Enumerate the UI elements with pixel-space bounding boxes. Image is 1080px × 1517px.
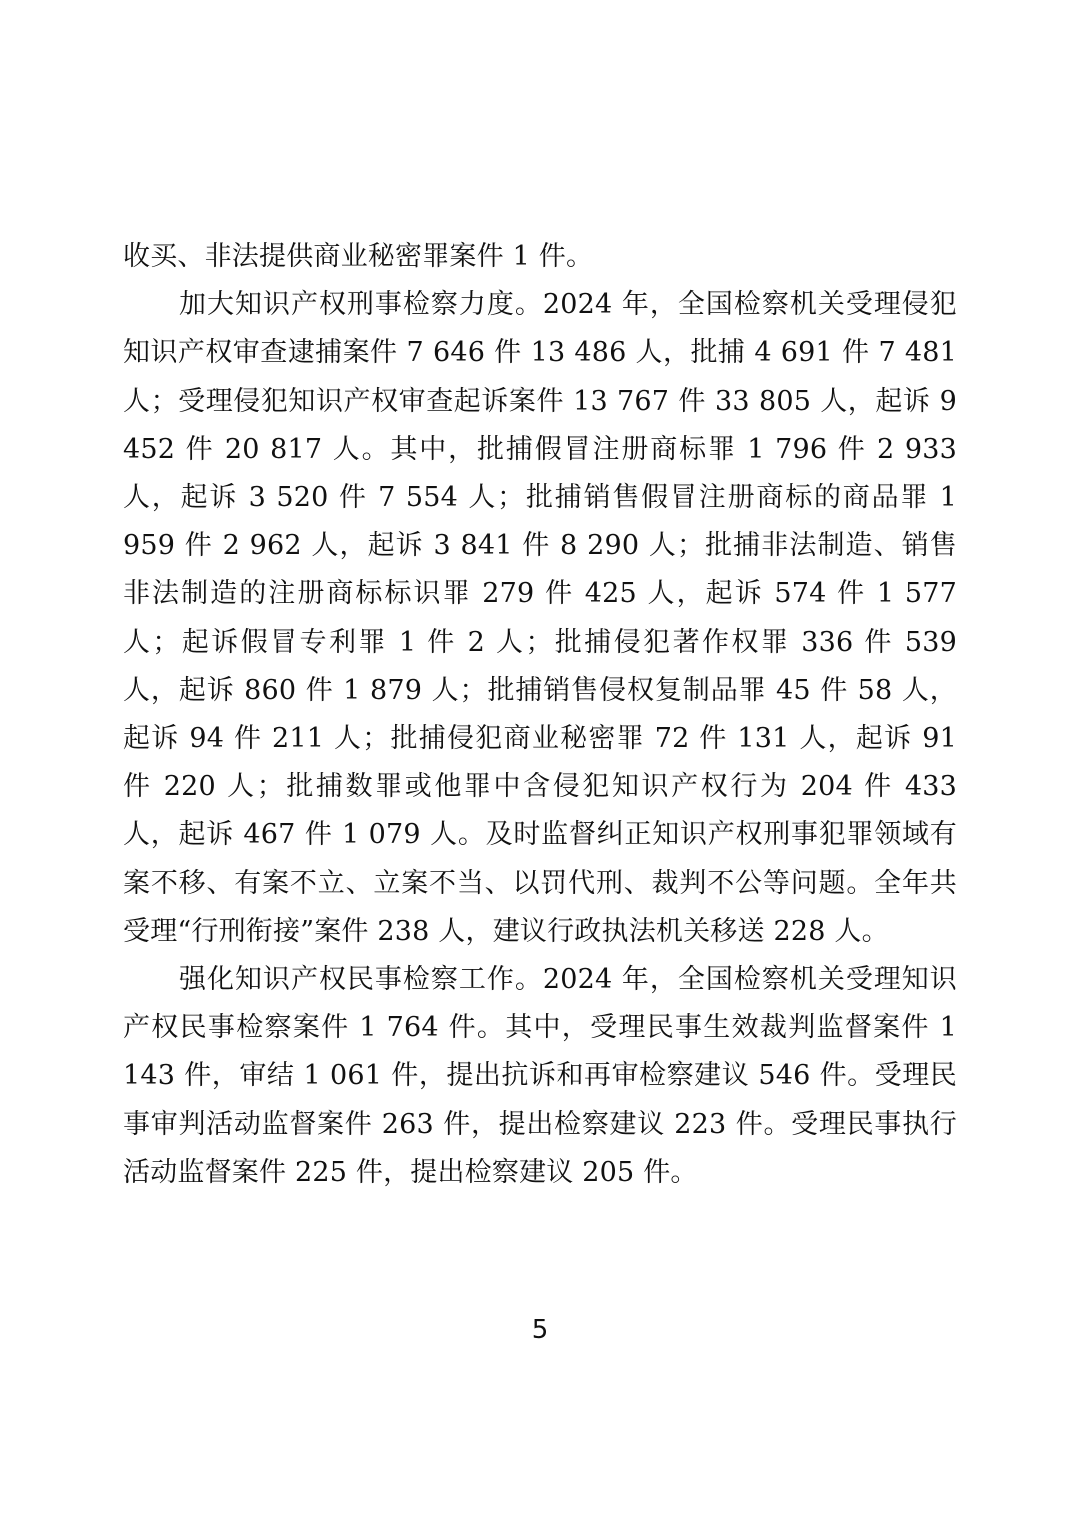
- paragraph-continuation: 收买、非法提供商业秘密罪案件 1 件。: [123, 241, 594, 272]
- page-number: 5: [531, 1315, 549, 1345]
- paragraph-civil-prosecution: 强化知识产权民事检察工作。2024 年，全国检察机关受理知识产权民事检察案件 1 764 件。其中，受理民事生效裁判监督案件 1 143 件，审结 1 061 件，提出抗诉和再审检察建议 546 件。受理民事审判活动监督案件 263 件，提出检察建议 223 件。受理民事执行活动监督案件 225 件，提出检察建议 205 件。: [123, 964, 957, 1188]
- body-text: [123, 233, 957, 1197]
- paragraph-criminal-prosecution: 加大知识产权刑事检察力度。2024 年，全国检察机关受理侵犯知识产权审查逮捕案件 7 646 件 13 486 人，批捕 4 691 件 7 481 人；受理侵犯知识产权审查起诉案件 13 767 件 33 805 人，起诉 9 452 件 20 817 人。其中，批捕假冒注册商标罪 1 796 件 2 933 人，起诉 3 520 件 7 554 人；批捕销售假冒注册商标的商品罪 1 959 件 2 962 人，起诉 3 841 件 8 290 人；批捕非法制造、销售非法制造的注册商标标识罪 279 件 425 人，起诉 574 件 1 577 人；起诉假冒专利罪 1 件 2 人；批捕侵犯著作权罪 336 件 539 人，起诉 860 件 1 879 人；批捕销售侵权复制品罪 45 件 58 人，起诉 94 件 211 人；批捕侵犯商业秘密罪 72 件 131 人，起诉 91 件 220 人；批捕数罪或他罪中含侵犯知识产权行为 204 件 433 人，起诉 467 件 1 079 人。及时监督纠正知识产权刑事犯罪领域有案不移、有案不立、立案不当、以罚代刑、裁判不公等问题。全年共受理“行刑衔接”案件 238 人，建议行政执法机关移送 228 人。: [123, 289, 957, 947]
